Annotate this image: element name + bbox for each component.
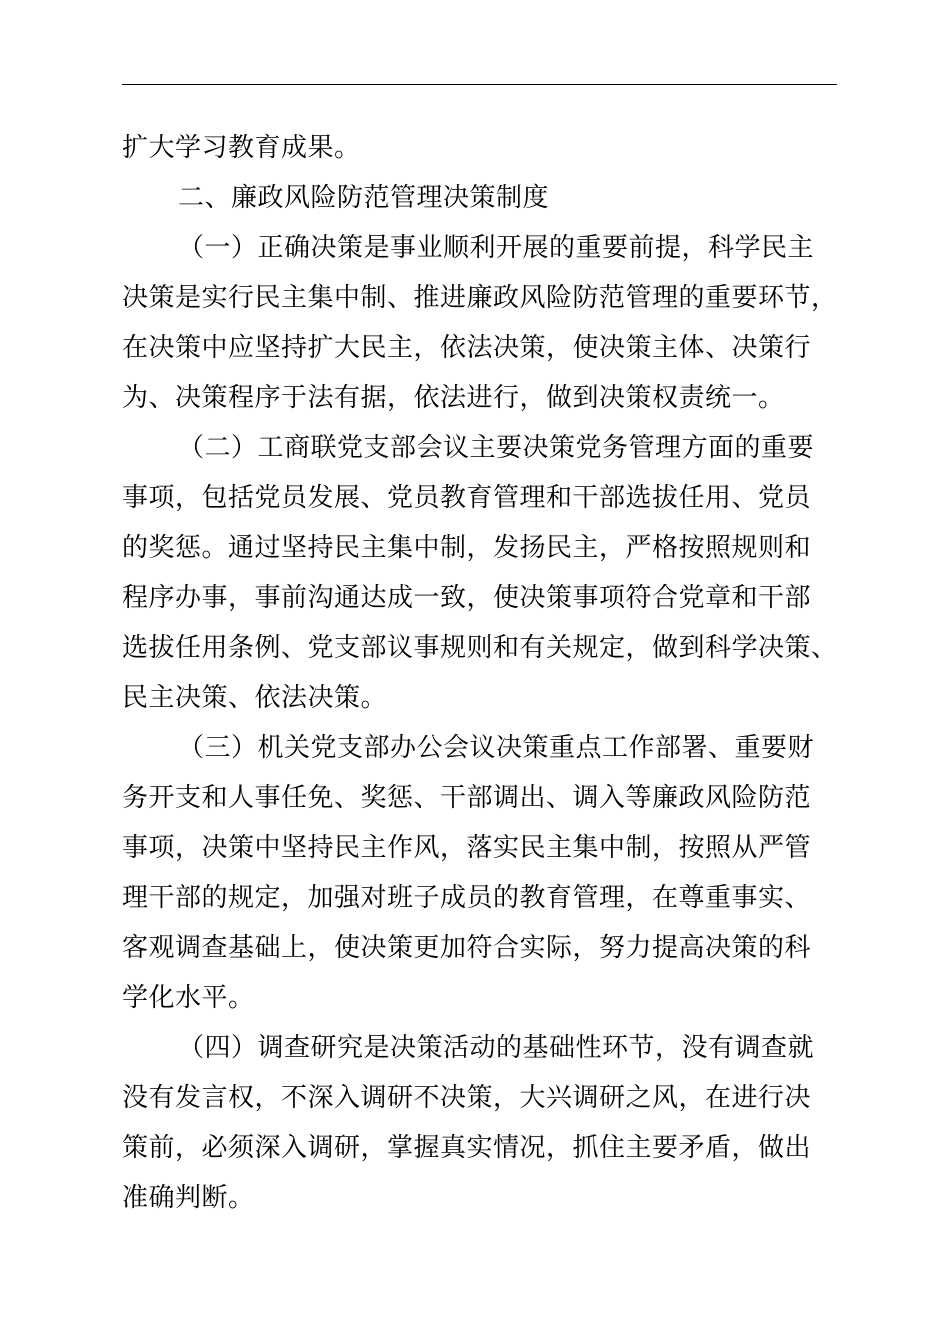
paragraph-2-line-3: 的奖惩。通过坚持民主集中制，发扬民主，严格按照规则和 <box>122 533 812 563</box>
paragraph-3-line-1: （三）机关党支部办公会议决策重点工作部署、重要财 <box>178 733 815 763</box>
paragraph-3-line-3: 事项，决策中坚持民主作风，落实民主集中制，按照从严管 <box>122 833 812 863</box>
paragraph-3-line-4: 理干部的规定，加强对班子成员的教育管理，在尊重事实、 <box>122 883 812 913</box>
paragraph-1-line-1: （一）正确决策是事业顺利开展的重要前提，科学民主 <box>178 233 815 263</box>
paragraph-4-line-4: 准确判断。 <box>122 1183 255 1213</box>
paragraph-1-line-4: 为、决策程序于法有据，依法进行，做到决策权责统一。 <box>122 383 785 413</box>
paragraph-4-line-3: 策前，必须深入调研，掌握真实情况，抓住主要矛盾，做出 <box>122 1133 812 1163</box>
paragraph-1-line-2: 决策是实行民主集中制、推进廉政风险防范管理的重要环节， <box>122 283 838 313</box>
paragraph-2-line-5: 选拔任用条例、党支部议事规则和有关规定，做到科学决策、 <box>122 633 838 663</box>
header-rule <box>122 84 837 85</box>
paragraph-2-line-2: 事项，包括党员发展、党员教育管理和干部选拔任用、党员 <box>122 483 812 513</box>
paragraph-2-line-1: （二）工商联党支部会议主要决策党务管理方面的重要 <box>178 433 815 463</box>
text-line: 扩大学习教育成果。 <box>122 133 361 163</box>
paragraph-2-line-6: 民主决策、依法决策。 <box>122 683 388 713</box>
paragraph-3-line-2: 务开支和人事任免、奖惩、干部调出、调入等廉政风险防范 <box>122 783 812 813</box>
paragraph-4-line-2: 没有发言权，不深入调研不决策，大兴调研之风，在进行决 <box>122 1083 812 1113</box>
paragraph-4-line-1: （四）调查研究是决策活动的基础性环节，没有调查就 <box>178 1033 815 1063</box>
paragraph-2-line-4: 程序办事，事前沟通达成一致，使决策事项符合党章和干部 <box>122 583 812 613</box>
paragraph-3-line-6: 学化水平。 <box>122 983 255 1013</box>
paragraph-3-line-5: 客观调查基础上，使决策更加符合实际，努力提高决策的科 <box>122 933 812 963</box>
paragraph-1-line-3: 在决策中应坚持扩大民主，依法决策，使决策主体、决策行 <box>122 333 812 363</box>
section-heading: 二、廉政风险防范管理决策制度 <box>178 183 550 213</box>
